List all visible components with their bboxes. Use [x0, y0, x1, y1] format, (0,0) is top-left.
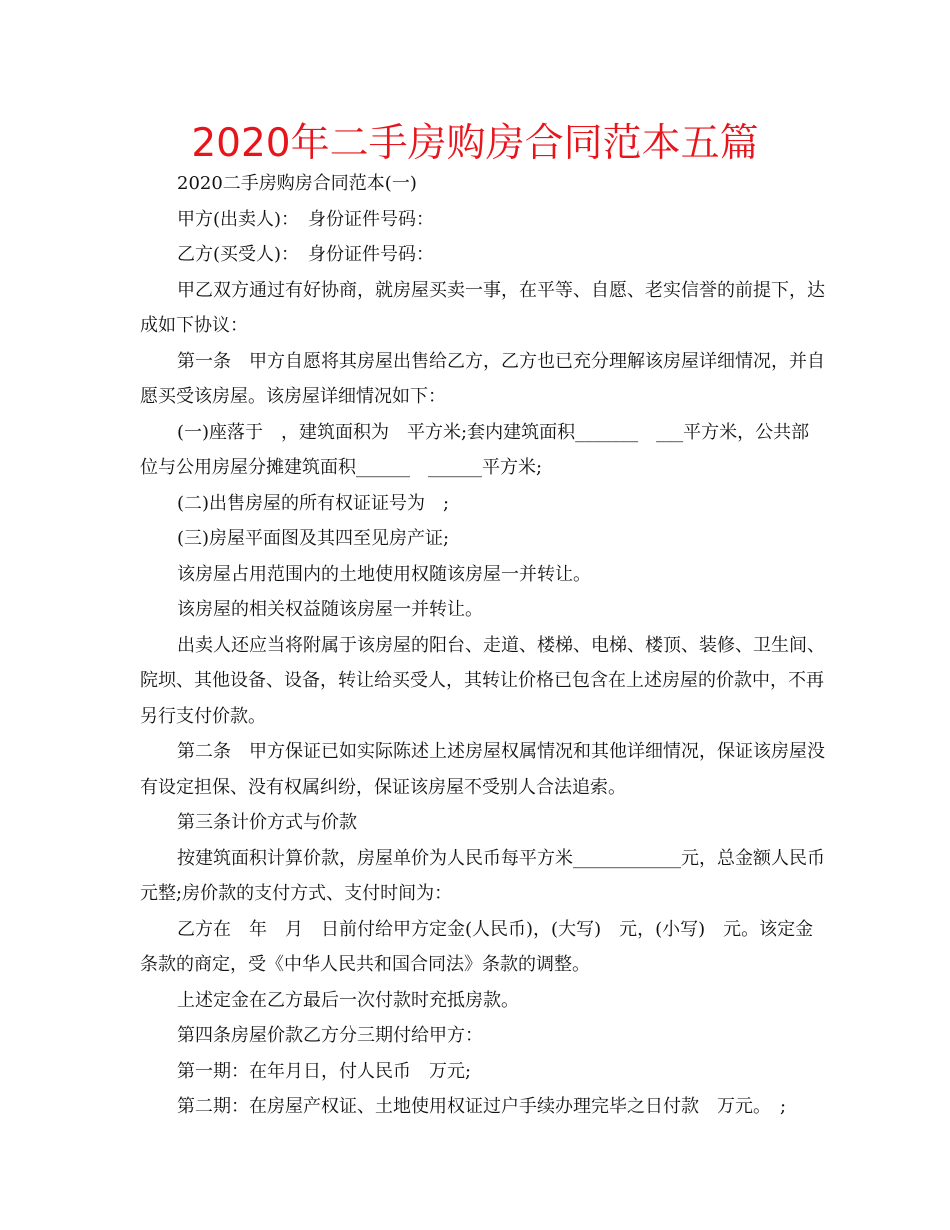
paragraph-land-rights: 该房屋占用范围内的土地使用权随该房屋一并转让。 [177, 563, 591, 585]
document-title: 2020年二手房购房合同范本五篇 [191, 121, 759, 166]
paragraph-ownership-cert: (二)出售房屋的所有权证证号为 ; [177, 492, 450, 514]
paragraph-payment-2: 第二期：在房屋产权证、土地使用权证过户手续办理完毕之日付款 万元。 ; [177, 1096, 787, 1117]
paragraph-agreement-intro: 甲乙双方通过有好协商，就房屋买卖一事，在平等、自愿、老实信誉的前提下，达成如下协议： [140, 279, 825, 336]
paragraph-deposit: 乙方在 年 月 日前付给甲方定金(人民币)，(大写) 元，(小写) 元。该定金条款的商定，受《中华人民共和国合同法》条款的调整。 [140, 918, 814, 975]
paragraph-article-1: 第一条 甲方自愿将其房屋出售给乙方，乙方也已充分理解该房屋详细情况，并自愿买受该房屋。该房屋详细情况如下： [140, 350, 825, 407]
paragraph-subtitle: 2020二手房购房合同范本(一) [177, 173, 417, 194]
paragraph-article-4-heading: 第四条房屋价款乙方分三期付给甲方： [177, 1025, 483, 1046]
paragraph-party-a: 甲方(出卖人)： 身份证件号码： [177, 208, 435, 230]
paragraph-floor-plan: (三)房屋平面图及其四至见房产证; [177, 528, 450, 549]
document-body [140, 166, 843, 1125]
paragraph-attached-facilities: 出卖人还应当将附属于该房屋的阳台、走道、楼梯、电梯、楼顶、装修、卫生间、院坝、其他设备、设备，转让给买受人，其转让价格已包含在上述房屋的价款中，不再另行支付价款。 [140, 634, 825, 727]
paragraph-article-2: 第二条 甲方保证已如实际陈述上述房屋权属情况和其他详细情况，保证该房屋没有设定担保、没有权属纠纷，保证该房屋不受别人合法追索。 [140, 741, 825, 798]
paragraph-deposit-offset: 上述定金在乙方最后一次付款时充抵房款。 [177, 989, 519, 1011]
paragraph-pricing: 按建筑面积计算价款，房屋单价为人民币每平方米____________元，总金额人民币 元整;房价款的支付方式、支付时间为： [140, 847, 843, 904]
paragraph-location-area: (一)座落于 ，建筑面积为 平方米;套内建筑面积_______ ___平方米，公共部位与公用房屋分摊建筑面积______ ______平方米; [140, 421, 810, 478]
paragraph-article-3-heading: 第三条计价方式与价款 [177, 812, 357, 833]
paragraph-related-rights: 该房屋的相关权益随该房屋一并转让。 [177, 599, 483, 620]
paragraph-payment-1: 第一期：在年月日，付人民币 万元; [177, 1060, 472, 1082]
paragraph-party-b: 乙方(买受人)： 身份证件号码： [177, 244, 435, 265]
